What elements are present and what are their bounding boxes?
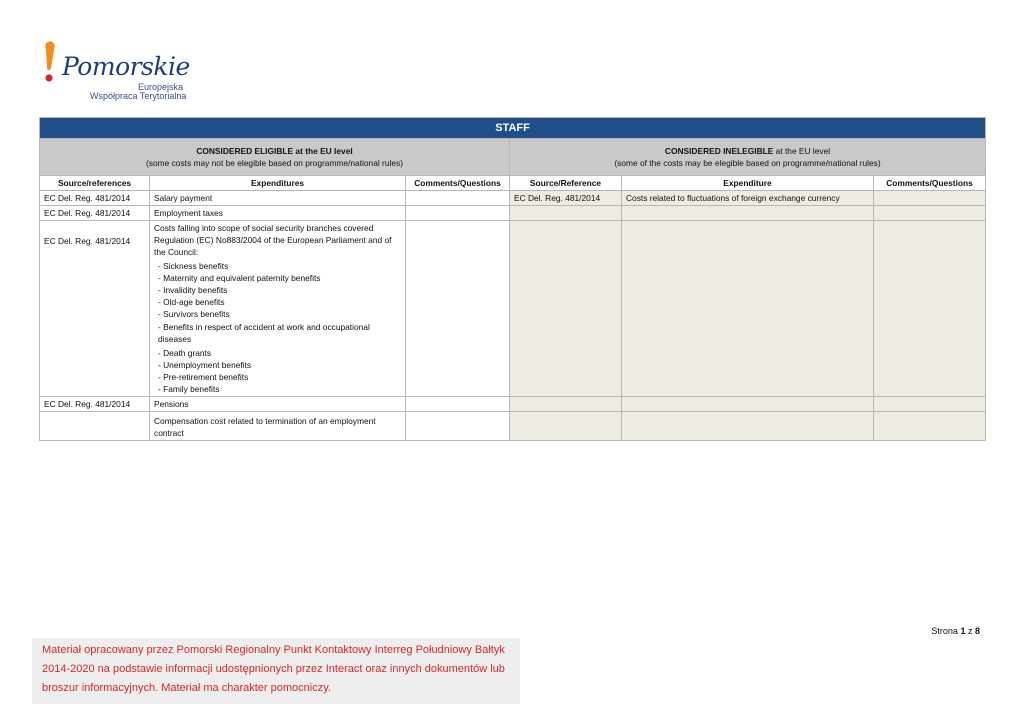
list-item: - Unemployment benefits	[158, 360, 252, 370]
cell-in-comments	[874, 221, 986, 397]
logo-subtitle-2: Współpraca Terytorialna	[90, 91, 187, 101]
col-header-in-comments: Comments/Questions	[874, 176, 986, 191]
list-item: - Old-age benefits	[158, 297, 225, 307]
cell-expenditure	[150, 221, 406, 397]
cell-in-expenditure: Costs related to fluctuations of foreign exchange currency	[622, 191, 874, 206]
cell-expenditure: Salary payment	[150, 191, 406, 206]
table-row	[40, 191, 986, 206]
ineligible-section-header	[510, 139, 986, 176]
cell-in-expenditure	[622, 221, 874, 397]
footer-note: Materiał opracowany przez Pomorski Regionalny Punkt Kontaktowy Interreg Południowy Bałtyk 2014-2020 na podstawie informacji udostępnionych przez Interact oraz innych dokumentów lub broszur informacyjnych. Materiał ma charakter pomocniczy.	[32, 638, 520, 704]
eligible-heading: CONSIDERED ELIGIBLE at the EU level	[196, 146, 353, 156]
page-prefix: Strona	[931, 626, 961, 636]
exclamation-logo-icon	[42, 40, 64, 85]
cell-source	[40, 412, 150, 441]
list-item: - Maternity and equivalent paternity benefits	[158, 273, 321, 283]
cell-source: EC Del. Reg. 481/2014	[40, 397, 150, 412]
list-item: - Survivors benefits	[158, 309, 230, 319]
cell-in-expenditure	[622, 397, 874, 412]
col-header-source: Source/references	[40, 176, 150, 191]
eligible-section-header	[40, 139, 510, 176]
list-item: - Sickness benefits	[158, 261, 229, 271]
list-item: - Invalidity benefits	[158, 285, 228, 295]
page-current: 1	[960, 626, 966, 636]
cell-in-comments	[874, 412, 986, 441]
cell-in-source	[510, 412, 622, 441]
pomorskie-logo	[42, 40, 202, 102]
benefits-list	[154, 260, 401, 395]
list-item: - Pre-retirement benefits	[158, 372, 249, 382]
cell-comments	[406, 412, 510, 441]
cell-in-source: EC Del. Reg. 481/2014	[510, 191, 622, 206]
table-row	[40, 221, 986, 397]
staff-table	[39, 117, 986, 441]
logo-wordmark: Pomorskie	[62, 52, 190, 81]
cell-source: EC Del. Reg. 481/2014	[40, 206, 150, 221]
col-header-comments: Comments/Questions	[406, 176, 510, 191]
cell-expenditure: Pensions	[150, 397, 406, 412]
cell-source: EC Del. Reg. 481/2014	[40, 191, 150, 206]
cell-comments	[406, 191, 510, 206]
list-item: - Death grants	[158, 348, 212, 358]
table-row	[40, 206, 986, 221]
cell-comments	[406, 206, 510, 221]
social-security-intro: Costs falling into scope of social security branches covered Regulation (EC) No883/2004 of the European Parliament and of the Council:	[154, 223, 392, 257]
ineligible-subheading: (some of the costs may be elegible based on programme/national rules)	[614, 158, 881, 168]
cell-expenditure: Employment taxes	[150, 206, 406, 221]
table-row	[40, 412, 986, 441]
cell-in-comments	[874, 191, 986, 206]
cell-in-expenditure	[622, 206, 874, 221]
cell-comments	[406, 397, 510, 412]
ineligible-heading-rest: at the EU level	[773, 146, 831, 156]
cell-in-comments	[874, 206, 986, 221]
ineligible-heading: CONSIDERED INELEGIBLE	[664, 146, 774, 156]
page-mid: z	[965, 626, 975, 636]
table-row	[40, 397, 986, 412]
logo-subtitle-1: Europejska	[138, 82, 184, 92]
table-title: STAFF	[40, 118, 986, 139]
cell-in-comments	[874, 397, 986, 412]
cell-expenditure: Compensation cost related to termination of an employment contract	[150, 412, 406, 441]
cell-in-source	[510, 221, 622, 397]
page-total: 8	[974, 626, 980, 636]
cell-comments	[406, 221, 510, 397]
cell-source: EC Del. Reg. 481/2014	[40, 221, 150, 397]
cell-in-source	[510, 397, 622, 412]
col-header-expenditures: Expenditures	[150, 176, 406, 191]
list-item: - Family benefits	[158, 384, 220, 394]
col-header-in-expenditure: Expenditure	[622, 176, 874, 191]
eligible-subheading: (some costs may not be elegible based on programme/national rules)	[146, 158, 403, 168]
cell-in-expenditure	[622, 412, 874, 441]
col-header-in-source: Source/Reference	[510, 176, 622, 191]
list-item: - Benefits in respect of accident at work and occupational diseases	[158, 322, 370, 344]
cell-in-source	[510, 206, 622, 221]
page-number	[931, 626, 980, 636]
